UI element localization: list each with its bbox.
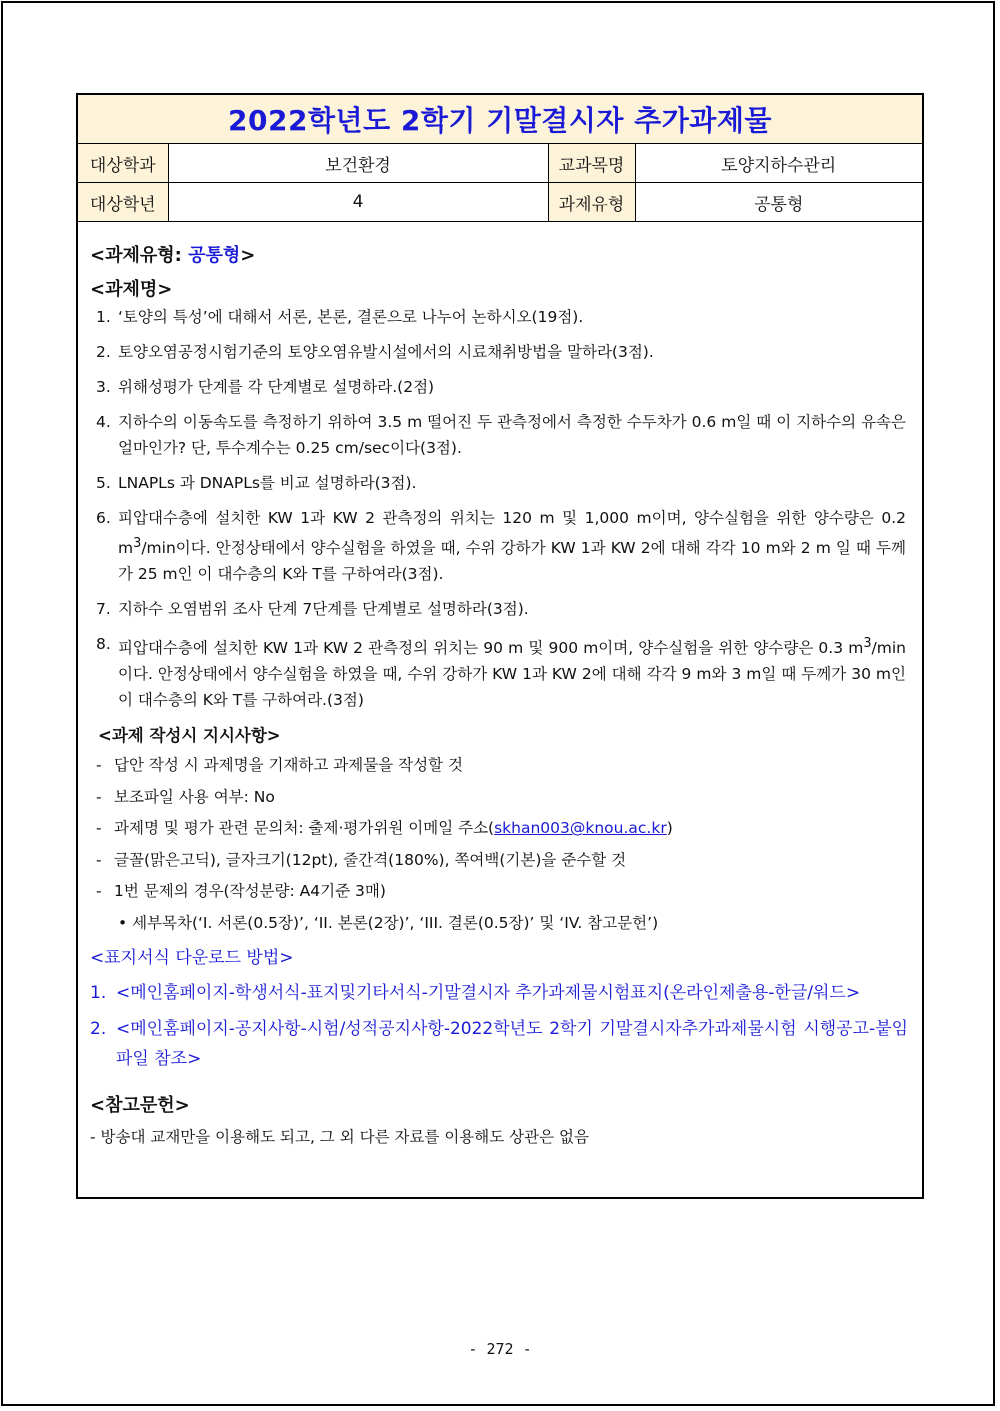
- download-number: 1.: [90, 983, 107, 1004]
- instruction-item: [90, 817, 908, 840]
- task-name-heading: <과제명>: [90, 279, 173, 300]
- page-number: - 272 -: [468, 1340, 532, 1358]
- instruction-item: [90, 754, 908, 777]
- instruction-text: 답안 작성 시 과제명을 기재하고 과제물을 작성할 것: [114, 756, 463, 775]
- course-value: 토양지하수관리: [635, 144, 922, 183]
- instruction-subitem: • 세부목차(‘I. 서론(0.5장)’, ‘II. 본론(2장)’, ‘III. 결론(0.5장)’ 및 ‘IV. 참고문헌’): [118, 913, 659, 932]
- task-text: 토양오염공정시험기준의 토양오염유발시설에서의 시료채취방법을 말하라(3점).: [118, 343, 654, 361]
- grade-value: 4: [168, 183, 548, 222]
- download-text: <메인홈페이지-공지사항-시험/성적공지사항-2022학년도 2학기 기말결시자추가과제물시험 시행공고-붙임파일 참조>: [116, 1019, 908, 1070]
- download-item: [90, 1014, 908, 1074]
- task-item: [90, 596, 908, 622]
- instruction-item: [90, 849, 908, 872]
- info-row-1: [78, 144, 922, 183]
- instruction-item: [90, 786, 908, 809]
- dash: -: [96, 850, 102, 869]
- download-number: 2.: [90, 1019, 107, 1040]
- task-item: [90, 339, 908, 365]
- task-text-part: /min이다. 안정상태에서 양수실험을 하였을 때, 수위 강하가 KW 1과 KW 2에 대해 각각 10 m와 2 m 일 때 두께가 25 m인 이 대수층의 K와 T를 구하여라(3점).: [118, 539, 906, 584]
- task-number: 3.: [96, 378, 111, 396]
- assignment-sheet: [76, 93, 924, 1199]
- task-type-heading: [90, 240, 908, 272]
- download-heading: <표지서식 다운로드 방법>: [90, 948, 294, 969]
- email-link[interactable]: skhan003@knou.ac.kr: [494, 819, 667, 838]
- dept-value: 보건환경: [168, 144, 548, 183]
- dash: -: [96, 756, 102, 775]
- type-value: 공통형: [635, 183, 922, 222]
- task-number: 8.: [96, 635, 111, 654]
- dash: -: [96, 819, 102, 838]
- task-item: [90, 374, 908, 400]
- course-label: 교과목명: [548, 144, 635, 183]
- instruction-text: 보조파일 사용 여부: No: [114, 787, 275, 806]
- assignment-body: [78, 222, 922, 1150]
- instruction-text: 1번 문제의 경우(작성분량: A4기준 3매): [114, 882, 386, 901]
- download-text: <메인홈페이지-학생서식-표지및기타서식-기말결시자 추가과제물시험표지(온라인제출용-한글/워드>: [116, 983, 861, 1004]
- superscript: 3: [133, 536, 142, 551]
- task-number: 1.: [96, 308, 111, 326]
- task-list: [90, 304, 908, 713]
- task-text: LNAPLs 과 DNAPLs를 비교 설명하라(3점).: [118, 474, 417, 492]
- task-text-part: 피압대수층에 설치한 KW 1과 KW 2 관측정의 위치는 90 m 및 900 m이며, 양수실험을 위한 양수량은 0.3 m: [118, 639, 864, 658]
- task-text: [118, 631, 908, 713]
- instructions-list: [90, 754, 908, 935]
- instruction-text: 과제명 및 평가 관련 문의처: 출제·평가위원 이메일 주소(: [114, 819, 495, 838]
- task-number: 6.: [96, 509, 111, 527]
- task-number: 4.: [96, 413, 111, 431]
- task-number: 7.: [96, 600, 111, 619]
- instruction-text: 글꼴(맑은고딕), 글자크기(12pt), 줄간격(180%), 쪽여백(기본)을 준수할 것: [114, 850, 627, 869]
- download-list: [90, 978, 908, 1074]
- instruction-item: [90, 880, 908, 903]
- task-item: [90, 505, 908, 587]
- task-text-part: /min이다. 안정상태에서 양수실험을 하였을 때, 수위 강하가 KW 1과 KW 2에 대해 각각 9 m와 3 m일 때 두께가 30 m인 이 대수층의 K와 T를 구하여라.(3점): [118, 639, 906, 710]
- task-type-suffix: >: [240, 245, 256, 266]
- info-row-2: [78, 183, 922, 222]
- task-text: ‘토양의 특성’에 대해서 서론, 본론, 결론으로 나누어 논하시오(19점).: [118, 308, 584, 326]
- grade-label: 대상학년: [78, 183, 168, 222]
- title-row: [78, 95, 922, 144]
- dash: -: [96, 787, 102, 806]
- references-heading: <참고문헌>: [90, 1095, 190, 1117]
- superscript: 3: [863, 636, 872, 652]
- task-type-value: 공통형: [188, 245, 241, 266]
- task-text: [118, 505, 908, 587]
- task-item: [90, 409, 908, 461]
- info-table: [78, 144, 922, 222]
- instruction-text: ): [666, 819, 673, 838]
- task-number: 2.: [96, 343, 111, 361]
- task-item: [90, 470, 908, 496]
- dash: -: [96, 882, 102, 901]
- download-item: [90, 978, 908, 1008]
- type-label: 과제유형: [548, 183, 635, 222]
- task-type-prefix: <과제유형:: [90, 245, 189, 266]
- task-text: 지하수 오염범위 조사 단계 7단계를 단계별로 설명하라(3점).: [118, 600, 529, 619]
- task-number: 5.: [96, 474, 111, 492]
- instructions-heading: <과제 작성시 지시사항>: [98, 726, 281, 746]
- task-text: 지하수의 이동속도를 측정하기 위하여 3.5 m 떨어진 두 관측정에서 측정한 수두차가 0.6 m일 때 이 지하수의 유속은 얼마인가? 단, 투수계수는 0.25 cm/sec이다(3점).: [118, 413, 906, 457]
- task-text-part: 피압대수층에 설치한 KW 1과 KW 2 관측정의 위치는 120 m 및 1,000 m이며, 양수실험을 위한 양수량은 0.2 m: [118, 509, 906, 558]
- task-text: 위해성평가 단계를 각 단계별로 설명하라.(2점): [118, 378, 435, 396]
- task-item: [90, 304, 908, 330]
- page-title: 2022학년도 2학기 기말결시자 추가과제물: [228, 104, 772, 137]
- dept-label: 대상학과: [78, 144, 168, 183]
- task-item: [90, 631, 908, 713]
- references-text: - 방송대 교재만을 이용해도 되고, 그 외 다른 자료를 이용해도 상관은 없음: [90, 1128, 589, 1147]
